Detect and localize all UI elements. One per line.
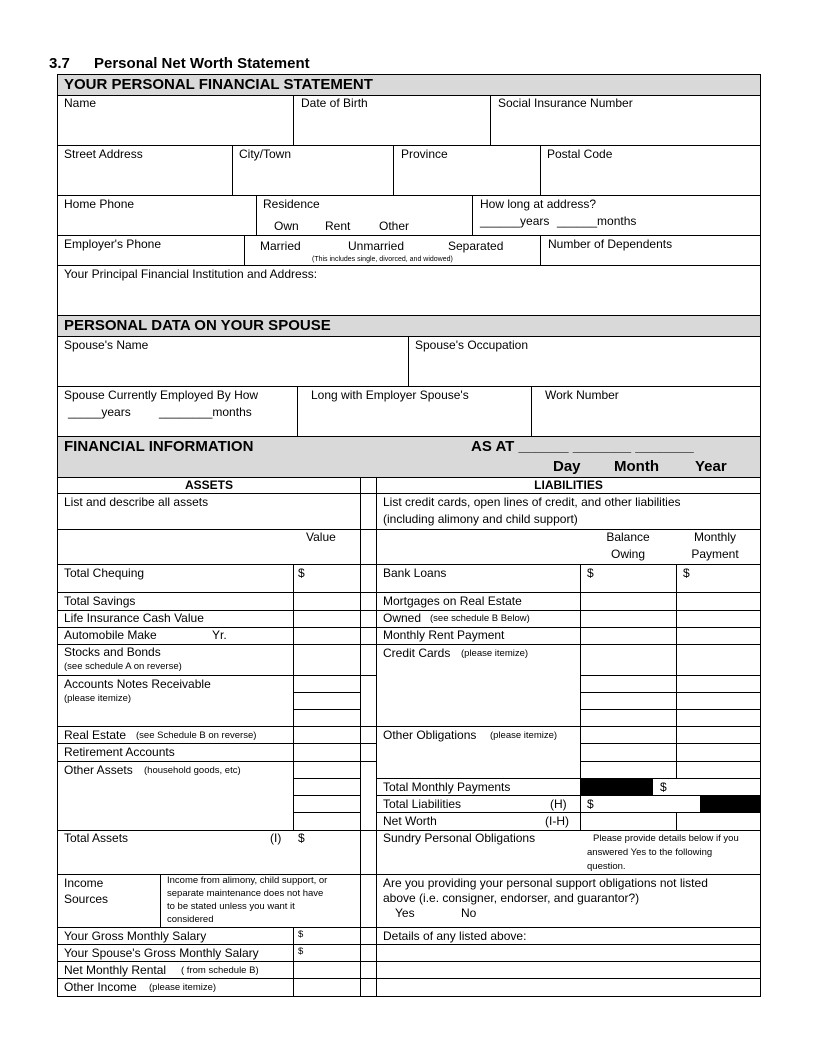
- other-assets-note: (household goods, etc): [144, 765, 241, 776]
- monthly-header-1: Monthly: [693, 530, 737, 544]
- liabilities-describe-line1: List credit cards, open lines of credit, and other liabilities: [383, 495, 681, 509]
- months-at-address-field[interactable]: ______months: [557, 214, 637, 228]
- ih-mark: (I-H): [545, 814, 569, 828]
- sin-label: Social Insurance Number: [498, 96, 633, 110]
- net-worth-label: Net Worth: [383, 814, 437, 828]
- savings-label: Total Savings: [64, 594, 136, 608]
- yes-option[interactable]: Yes: [395, 906, 415, 920]
- residence-rent-option[interactable]: Rent: [325, 219, 351, 233]
- dollar-sign: $: [298, 929, 304, 940]
- assets-header: ASSETS: [184, 478, 233, 492]
- receivable-label: Accounts Notes Receivable: [64, 677, 211, 691]
- owned-label: Owned: [383, 611, 422, 625]
- day-label: Day: [553, 458, 581, 475]
- total-assets-label: Total Assets: [64, 831, 129, 845]
- rental-note: ( from schedule B): [181, 965, 259, 976]
- balance-header-2: Owing: [610, 547, 645, 561]
- how-long-label: How long at address?: [480, 197, 597, 211]
- income-note-3: to be stated unless you want it: [167, 901, 295, 912]
- question-line-2: above (i.e. consigner, endorser, and guarantor?): [383, 891, 640, 905]
- blocked-cell: [580, 778, 652, 795]
- street-label: Street Address: [64, 147, 143, 161]
- total-monthly-label: Total Monthly Payments: [383, 780, 511, 794]
- as-at-date-field[interactable]: AS AT ______ _______ _______: [471, 438, 694, 455]
- sundry-note-1: Please provide details below if you: [593, 833, 739, 844]
- receivable-note: (please itemize): [64, 693, 132, 704]
- liabilities-describe-line2: (including alimony and child support): [383, 512, 578, 526]
- section-header-spouse: PERSONAL DATA ON YOUR SPOUSE: [64, 317, 331, 334]
- spouse-employed-label: Spouse Currently Employed By How: [64, 388, 259, 402]
- balance-header-1: Balance: [606, 530, 650, 544]
- chequing-label: Total Chequing: [64, 566, 145, 580]
- section-header-personal: YOUR PERSONAL FINANCIAL STATEMENT: [64, 76, 373, 93]
- bank-loans-label: Bank Loans: [383, 566, 447, 580]
- sundry-note-3: question.: [587, 861, 626, 872]
- month-label: Month: [614, 458, 659, 475]
- unmarried-option[interactable]: Unmarried: [348, 239, 405, 253]
- dollar-sign: $: [587, 566, 594, 580]
- married-option[interactable]: Married: [260, 239, 301, 253]
- income-note-2: separate maintenance does not have: [167, 888, 324, 899]
- automobile-year-label: Yr.: [212, 628, 227, 642]
- income-sources-label-1: Income: [64, 876, 104, 890]
- spouse-years-field[interactable]: _____years: [68, 405, 131, 419]
- dollar-sign: $: [298, 946, 304, 957]
- other-income-label: Other Income: [64, 980, 137, 994]
- sundry-note-2: answered Yes to the following: [587, 847, 713, 858]
- other-assets-label: Other Assets: [64, 763, 133, 777]
- spouse-salary-label: Your Spouse's Gross Monthly Salary: [64, 946, 259, 960]
- section-number: 3.7: [49, 55, 70, 72]
- h-mark: (H): [550, 797, 567, 811]
- dependents-label: Number of Dependents: [548, 237, 673, 251]
- residence-other-option[interactable]: Other: [379, 219, 410, 233]
- employer-phone-label: Employer's Phone: [64, 237, 162, 251]
- dollar-sign: $: [298, 831, 305, 845]
- sundry-label: Sundry Personal Obligations: [383, 831, 536, 845]
- postal-label: Postal Code: [547, 147, 613, 161]
- page-title: Personal Net Worth Statement: [94, 55, 310, 72]
- rent-payment-label: Monthly Rent Payment: [383, 628, 505, 642]
- other-obligations-note: (please itemize): [490, 730, 558, 741]
- blocked-cell: [700, 795, 761, 812]
- liabilities-header: LIABILITIES: [534, 478, 603, 492]
- value-column-header: Value: [306, 530, 336, 544]
- automobile-label: Automobile Make: [64, 628, 157, 642]
- years-at-address-field[interactable]: ______years: [480, 214, 550, 228]
- long-with-employer-label: Long with Employer Spouse's: [311, 388, 469, 402]
- real-estate-note: (see Schedule B on reverse): [136, 730, 257, 741]
- credit-cards-label: Credit Cards: [383, 646, 451, 660]
- real-estate-label: Real Estate: [64, 728, 127, 742]
- total-liabilities-label: Total Liabilities: [383, 797, 462, 811]
- income-sources-label-2: Sources: [64, 892, 109, 906]
- stocks-note: (see schedule A on reverse): [64, 661, 182, 672]
- work-number-label: Work Number: [545, 388, 619, 402]
- mortgages-label: Mortgages on Real Estate: [383, 594, 522, 608]
- other-obligations-label: Other Obligations: [383, 728, 477, 742]
- marital-note: (This includes single, divorced, and widowed): [312, 256, 453, 263]
- province-label: Province: [401, 147, 448, 161]
- home-phone-label: Home Phone: [64, 197, 135, 211]
- section-header-financial: FINANCIAL INFORMATION: [64, 438, 254, 455]
- name-label: Name: [64, 96, 97, 110]
- retirement-label: Retirement Accounts: [64, 745, 175, 759]
- other-income-note: (please itemize): [149, 982, 217, 993]
- no-option[interactable]: No: [461, 906, 477, 920]
- dollar-sign: $: [660, 780, 667, 794]
- details-label: Details of any listed above:: [383, 929, 527, 943]
- owned-note: (see schedule B Below): [430, 613, 530, 624]
- city-label: City/Town: [239, 147, 292, 161]
- income-note-1: Income from alimony, child support, or: [167, 875, 328, 886]
- separated-option[interactable]: Separated: [448, 239, 504, 253]
- total-assets-mark: (I): [270, 831, 282, 845]
- dob-label: Date of Birth: [301, 96, 368, 110]
- dollar-sign: $: [587, 797, 594, 811]
- credit-cards-note: (please itemize): [461, 648, 529, 659]
- assets-describe: List and describe all assets: [64, 495, 209, 509]
- rental-label: Net Monthly Rental: [64, 963, 167, 977]
- residence-label: Residence: [263, 197, 320, 211]
- income-note-4: considered: [167, 914, 214, 925]
- question-line-1: Are you providing your personal support obligations not listed: [383, 876, 708, 890]
- residence-own-option[interactable]: Own: [274, 219, 299, 233]
- institution-label: Your Principal Financial Institution and Address:: [64, 267, 318, 281]
- spouse-name-label: Spouse's Name: [64, 338, 149, 352]
- spouse-months-field[interactable]: ________months: [159, 405, 252, 419]
- dollar-sign: $: [683, 566, 690, 580]
- gross-salary-label: Your Gross Monthly Salary: [64, 929, 207, 943]
- year-label: Year: [695, 458, 727, 475]
- spouse-occupation-label: Spouse's Occupation: [415, 338, 529, 352]
- dollar-sign: $: [298, 566, 305, 580]
- life-insurance-label: Life Insurance Cash Value: [64, 611, 204, 625]
- stocks-label: Stocks and Bonds: [64, 645, 161, 659]
- monthly-header-2: Payment: [691, 547, 739, 561]
